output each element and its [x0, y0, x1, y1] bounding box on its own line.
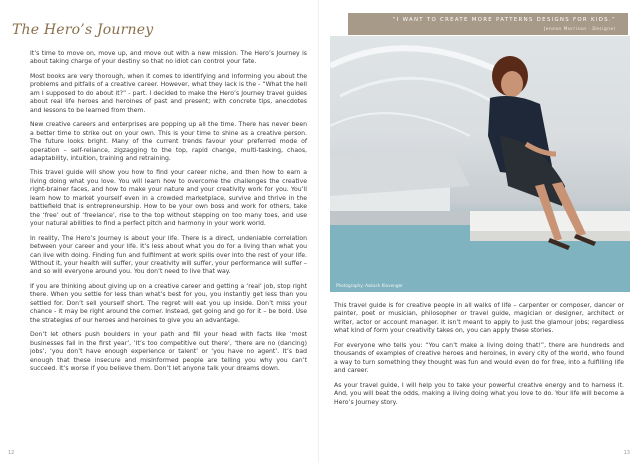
- paragraph: This travel guide is for creative people in all walks of life – carpenter or composer, dancer or painter, poet or musician, philosopher or travel guide, magician or designer, architect or writer, actor or account manager. It isn’t meant to apply to just the glamour jobs; regardless what kind of form your creativity takes on, you can apply these stories.: [334, 302, 624, 335]
- paragraph: This travel guide will show you how to find your career niche, and then how to earn a living doing what you love. You will learn how to overcome the challenges the creative right-brainer faces, and how to make your nature and your creativity work for you. You’ll learn how to market yourself even in a crowded marketplace, survive and thrive in the battlefield that is entrepreneurship. How to be your own boss and work for others, take the ‘free’ out of ‘freelance’, rise to the top without stepping on too many toes, and use your natural abilities to find a perfect pitch and harmony in your work world.: [30, 169, 307, 228]
- paragraph: Most books are very thorough, when it comes to identifying and informing you about the problems and pitfalls of a creative career. However, what they lack is the - “What the hell am I supposed to do about it?” - part. I decided to make the Hero’s Journey travel guides about real life heroes and heroines of past and present; with concrete tips, anecdotes and lessons to be learned from them.: [30, 72, 307, 114]
- photo-illustration: [330, 36, 630, 292]
- paragraph: New creative careers and enterprises are popping up all the time. There has never been a better time to strike out on your own. This is your time to shine as a creative person. The future looks bright. Many of the current trends favour your preferred mode of operation – self-reliance, zigzagging to the top, rapid change, multi-tasking, chaos, adaptability, intuition, training and retraining.: [30, 121, 307, 162]
- architecture-arch: [330, 48, 510, 76]
- page-number-right: 13: [623, 450, 630, 456]
- quote-text: “I WANT TO CREATE MORE PATTERNS DESIGNS FOR KIDS.”: [392, 17, 616, 23]
- paragraph: For everyone who tells you: “You can’t make a living doing that!”, there are hundreds and thousands of examples of creative heroes and heroines, in every city of the world, who found a way to turn something they thought was fun and would even do for free, into a fulfilling life and career.: [334, 341, 624, 375]
- paragraph: If you are thinking about giving up on a creative career and getting a ‘real’ job, stop right there. When you settle for less than what’s best for you, you instantly get less than you settled for. Don’t sell yourself short. The regret will eat you up inside. Don’t miss your chance - it may be right around the corner. Instead, get going and go for it – be bold. Use the strategies of our heroes and heroines to give you an advantage.: [30, 282, 307, 324]
- architecture-rib: [330, 113, 470, 136]
- quote-attribution: Jenean Morrison · Designer: [543, 26, 616, 31]
- paragraph: As your travel guide, I will help you to take your powerful creative energy and to harness it. And, you will beat the odds, making a living doing what you love to do. Your life will become a Hero’s Journey story.: [334, 381, 624, 406]
- right-body-column: [334, 302, 624, 413]
- photo-credit: Photography: Aakash Klovenger: [336, 283, 403, 288]
- paragraph: Don’t let others push boulders in your path and fill your head with facts like ‘most businesses fail in the first year’, ‘It’s too competitive out there’, ‘there are no (dancing) jobs’, ‘you don’t have enough experience or talent’ or ‘you have no agent’. It’s bad enough that these insecure and misinformed people are telling you why you can’t succeed. It’s worse if you believe them. Don’t let anyone talk your dreams down.: [30, 331, 307, 372]
- left-body-column: [30, 50, 307, 379]
- page-number-left: 12: [8, 450, 15, 456]
- quote-banner: [348, 13, 628, 35]
- paragraph: It’s time to move on, move up, and move out with a new mission. The Hero’s Journey is about taking charge of your destiny so that no idiot can control your fate.: [30, 50, 307, 66]
- page-title: The Hero’s Journey: [12, 22, 154, 38]
- paragraph: In reality, The Hero’s Journey is about your life. There is a direct, undeniable correlation between your career and your life. It’s less about what you do for a living than what you can live with doing. Finding fun and fulfilment at work spills over into the rest of your life. Without it, your health will suffer, your creativity will suffer, your performance will suffer – and so will everyone around you. You don’t need to live that way.: [30, 234, 307, 276]
- face: [501, 71, 523, 97]
- hero-photo: [330, 36, 630, 292]
- architecture-rib: [340, 78, 500, 106]
